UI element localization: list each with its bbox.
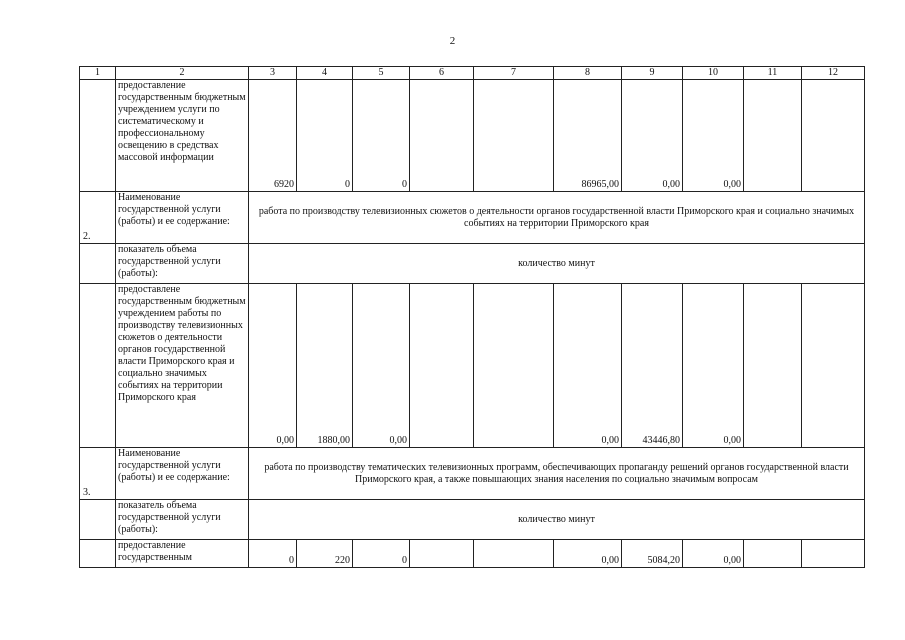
table-row — [80, 244, 865, 284]
row-number — [80, 540, 116, 568]
table-cell: 0 — [353, 540, 410, 568]
table-row — [80, 80, 865, 192]
column-header: 9 — [622, 67, 683, 80]
row-description: предоставлене государственным бюджетным учреждением работы по производству телевизионных сюжетов о деятельности органов государственной власти Приморского края и социально значимых событиях на территории Приморского края — [116, 284, 249, 448]
table-cell: 43446,80 — [622, 284, 683, 448]
column-header: 6 — [410, 67, 474, 80]
row-number: 2. — [80, 192, 116, 244]
table-cell: 0,00 — [353, 284, 410, 448]
table-cell — [802, 80, 865, 192]
column-header-row — [80, 67, 865, 80]
row-number — [80, 80, 116, 192]
table-cell — [410, 284, 474, 448]
service-name-text: работа по производству тематических телевизионных программ, обеспечивающих пропаганду решений органов государственной власти Приморского края, а также повышающих знания населения по социально значимым вопросам — [249, 448, 865, 500]
table-cell: 0,00 — [683, 80, 744, 192]
row-description: Наименование государственной услуги (работы) и ее содержание: — [116, 448, 249, 500]
table-cell: 0 — [249, 540, 297, 568]
table-cell: 86965,00 — [554, 80, 622, 192]
column-header: 5 — [353, 67, 410, 80]
column-header: 10 — [683, 67, 744, 80]
row-number — [80, 500, 116, 540]
table-cell: 0,00 — [683, 284, 744, 448]
table-row — [80, 540, 865, 568]
table-cell: 220 — [297, 540, 353, 568]
row-description: показатель объема государственной услуги (работы): — [116, 500, 249, 540]
row-number — [80, 284, 116, 448]
table-cell: 0,00 — [249, 284, 297, 448]
table-cell — [744, 540, 802, 568]
row-description: Наименование государственной услуги (работы) и ее содержание: — [116, 192, 249, 244]
row-description: предоставление государственным бюджетным учреждением услуги по систематическому и профессиональному освещению в средствах массовой информации — [116, 80, 249, 192]
table-cell — [410, 80, 474, 192]
services-table — [79, 66, 865, 568]
table-cell — [802, 284, 865, 448]
column-header: 1 — [80, 67, 116, 80]
row-number — [80, 244, 116, 284]
table-cell — [474, 284, 554, 448]
table-row — [80, 448, 865, 500]
table-cell: 0,00 — [622, 80, 683, 192]
table-cell — [474, 80, 554, 192]
table-row — [80, 284, 865, 448]
service-name-text: работа по производству телевизионных сюжетов о деятельности органов государственной власти Приморского края и социально значимых событиях на территории Приморского края — [249, 192, 865, 244]
table-cell — [802, 540, 865, 568]
table-cell: 0,00 — [554, 284, 622, 448]
volume-indicator-text: количество минут — [249, 500, 865, 540]
volume-indicator-text: количество минут — [249, 244, 865, 284]
table-cell: 0,00 — [554, 540, 622, 568]
table-cell: 5084,20 — [622, 540, 683, 568]
column-header: 4 — [297, 67, 353, 80]
column-header: 8 — [554, 67, 622, 80]
table-row — [80, 500, 865, 540]
row-description: показатель объема государственной услуги (работы): — [116, 244, 249, 284]
table-cell: 0,00 — [683, 540, 744, 568]
table-cell — [744, 284, 802, 448]
column-header: 7 — [474, 67, 554, 80]
row-description: предоставление государственным — [116, 540, 249, 568]
page-number: 2 — [449, 35, 456, 47]
table-cell: 1880,00 — [297, 284, 353, 448]
table-row — [80, 192, 865, 244]
column-header: 12 — [802, 67, 865, 80]
column-header: 11 — [744, 67, 802, 80]
row-number: 3. — [80, 448, 116, 500]
table-cell: 0 — [353, 80, 410, 192]
table-cell — [744, 80, 802, 192]
table-cell — [410, 540, 474, 568]
table-cell — [474, 540, 554, 568]
table-cell: 6920 — [249, 80, 297, 192]
column-header: 2 — [116, 67, 249, 80]
table-cell: 0 — [297, 80, 353, 192]
column-header: 3 — [249, 67, 297, 80]
